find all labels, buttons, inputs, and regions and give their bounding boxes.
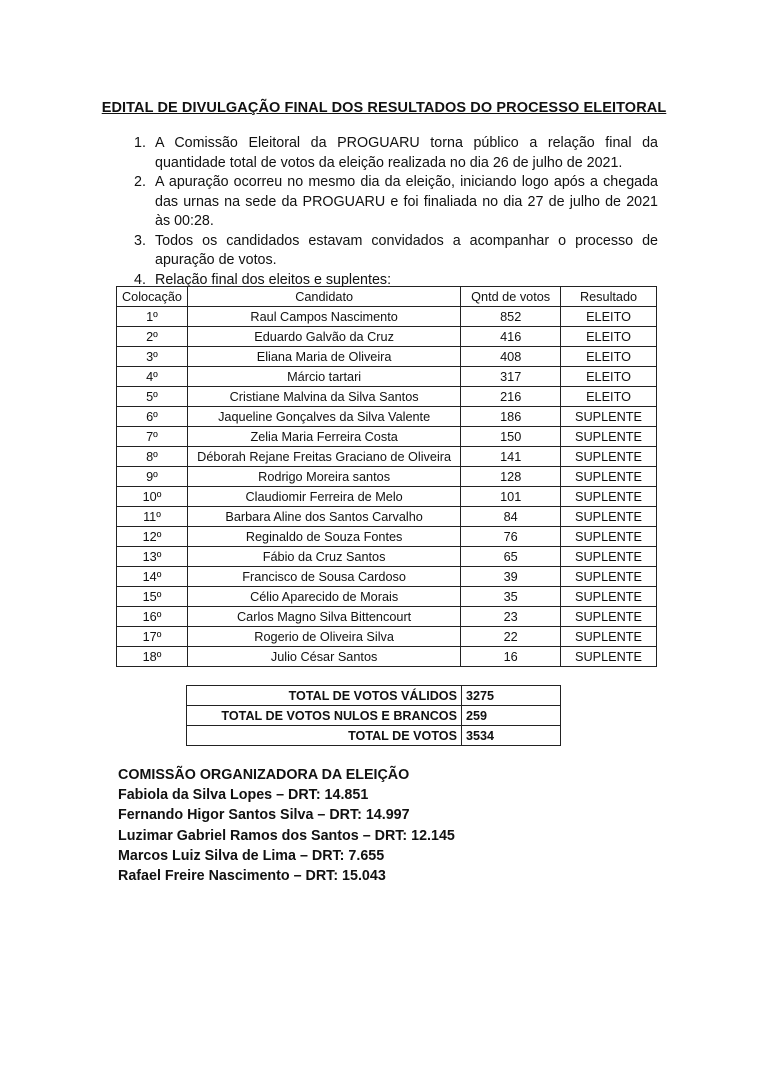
- cell-candidate: Déborah Rejane Freitas Graciano de Oliveira: [187, 447, 460, 467]
- header-votes: Qntd de votos: [461, 287, 561, 307]
- table-row: [117, 427, 657, 447]
- cell-candidate: Rodrigo Moreira santos: [187, 467, 460, 487]
- committee-member: Fabiola da Silva Lopes – DRT: 14.851: [118, 787, 369, 804]
- cell-candidate: Eliana Maria de Oliveira: [187, 347, 460, 367]
- cell-votes: 101: [461, 487, 561, 507]
- totals-value: 3534: [462, 726, 561, 746]
- cell-result: SUPLENTE: [561, 447, 657, 467]
- table-row: [117, 607, 657, 627]
- cell-candidate: Márcio tartari: [187, 367, 460, 387]
- table-row: [117, 447, 657, 467]
- cell-placement: 5º: [117, 387, 188, 407]
- totals-label: TOTAL DE VOTOS: [187, 726, 462, 746]
- list-item: [118, 173, 658, 232]
- cell-result: SUPLENTE: [561, 567, 657, 587]
- cell-votes: 216: [461, 387, 561, 407]
- cell-placement: 4º: [117, 367, 188, 387]
- cell-candidate: Jaqueline Gonçalves da Silva Valente: [187, 407, 460, 427]
- header-result: Resultado: [561, 287, 657, 307]
- table-row: [117, 487, 657, 507]
- cell-candidate: Claudiomir Ferreira de Melo: [187, 487, 460, 507]
- cell-votes: 76: [461, 527, 561, 547]
- list-item-text: Relação final dos eleitos e suplentes:: [155, 271, 392, 288]
- table-row: [117, 547, 657, 567]
- cell-votes: 416: [461, 327, 561, 347]
- cell-votes: 65: [461, 547, 561, 567]
- table-row: [117, 307, 657, 327]
- cell-votes: 35: [461, 587, 561, 607]
- cell-candidate: Carlos Magno Silva Bittencourt: [187, 607, 460, 627]
- cell-result: ELEITO: [561, 307, 657, 327]
- cell-candidate: Eduardo Galvão da Cruz: [187, 327, 460, 347]
- cell-votes: 141: [461, 447, 561, 467]
- cell-placement: 13º: [117, 547, 188, 567]
- cell-candidate: Cristiane Malvina da Silva Santos: [187, 387, 460, 407]
- cell-candidate: Julio César Santos: [187, 647, 460, 667]
- cell-result: SUPLENTE: [561, 607, 657, 627]
- list-item-text: A Comissão Eleitoral da PROGUARU torna público a relação final da quantidade total de votos da eleição realizada no dia 26 de julho de 2021.: [155, 135, 658, 171]
- cell-placement: 17º: [117, 627, 188, 647]
- table-row: [117, 347, 657, 367]
- committee-member: Rafael Freire Nascimento – DRT: 15.043: [118, 868, 386, 885]
- cell-placement: 14º: [117, 567, 188, 587]
- list-item-text: A apuração ocorreu no mesmo dia da eleição, iniciando logo após a chegada das urnas na sede da PROGUARU e foi finaliada no dia 27 de julho de 2021 às 00:28.: [155, 174, 658, 229]
- cell-candidate: Fábio da Cruz Santos: [187, 547, 460, 567]
- cell-result: SUPLENTE: [561, 627, 657, 647]
- table-row: [117, 567, 657, 587]
- list-item: [118, 232, 658, 271]
- cell-votes: 84: [461, 507, 561, 527]
- cell-votes: 128: [461, 467, 561, 487]
- cell-placement: 1º: [117, 307, 188, 327]
- totals-table: [186, 685, 561, 746]
- committee-section: [118, 765, 455, 886]
- cell-placement: 7º: [117, 427, 188, 447]
- table-row: [117, 467, 657, 487]
- list-number: 4.: [134, 271, 146, 288]
- results-table: [116, 286, 657, 667]
- cell-result: ELEITO: [561, 367, 657, 387]
- cell-placement: 15º: [117, 587, 188, 607]
- cell-result: SUPLENTE: [561, 487, 657, 507]
- list-number: 1.: [134, 135, 146, 151]
- cell-votes: 150: [461, 427, 561, 447]
- cell-placement: 11º: [117, 507, 188, 527]
- header-placement: Colocação: [117, 287, 188, 307]
- cell-candidate: Barbara Aline dos Santos Carvalho: [187, 507, 460, 527]
- cell-result: ELEITO: [561, 327, 657, 347]
- cell-result: SUPLENTE: [561, 427, 657, 447]
- cell-votes: 186: [461, 407, 561, 427]
- cell-votes: 317: [461, 367, 561, 387]
- document-title: EDITAL DE DIVULGAÇÃO FINAL DOS RESULTADOS DO PROCESSO ELEITORAL: [101, 100, 667, 116]
- cell-candidate: Raul Campos Nascimento: [187, 307, 460, 327]
- totals-value: 3275: [462, 686, 561, 706]
- table-row: [117, 367, 657, 387]
- table-row: [117, 647, 657, 667]
- cell-votes: 22: [461, 627, 561, 647]
- table-header-row: [117, 287, 657, 307]
- table-row: [117, 587, 657, 607]
- totals-label: TOTAL DE VOTOS VÁLIDOS: [187, 686, 462, 706]
- cell-placement: 2º: [117, 327, 188, 347]
- table-row: [117, 387, 657, 407]
- cell-result: SUPLENTE: [561, 467, 657, 487]
- totals-label: TOTAL DE VOTOS NULOS E BRANCOS: [187, 706, 462, 726]
- cell-candidate: Rogerio de Oliveira Silva: [187, 627, 460, 647]
- cell-placement: 8º: [117, 447, 188, 467]
- cell-candidate: Francisco de Sousa Cardoso: [187, 567, 460, 587]
- list-number: 2.: [134, 174, 146, 190]
- cell-result: ELEITO: [561, 347, 657, 367]
- committee-heading: COMISSÃO ORGANIZADORA DA ELEIÇÃO: [118, 767, 410, 783]
- table-row: [117, 627, 657, 647]
- cell-placement: 18º: [117, 647, 188, 667]
- cell-votes: 23: [461, 607, 561, 627]
- totals-row: [187, 686, 561, 706]
- cell-result: SUPLENTE: [561, 587, 657, 607]
- cell-placement: 16º: [117, 607, 188, 627]
- list-item: [118, 134, 658, 173]
- table-row: [117, 527, 657, 547]
- cell-result: SUPLENTE: [561, 647, 657, 667]
- cell-votes: 39: [461, 567, 561, 587]
- cell-votes: 408: [461, 347, 561, 367]
- cell-candidate: Célio Aparecido de Morais: [187, 587, 460, 607]
- cell-placement: 10º: [117, 487, 188, 507]
- cell-votes: 852: [461, 307, 561, 327]
- cell-result: SUPLENTE: [561, 527, 657, 547]
- cell-placement: 12º: [117, 527, 188, 547]
- cell-placement: 9º: [117, 467, 188, 487]
- totals-row: [187, 706, 561, 726]
- cell-result: SUPLENTE: [561, 507, 657, 527]
- table-row: [117, 327, 657, 347]
- cell-candidate: Zelia Maria Ferreira Costa: [187, 427, 460, 447]
- cell-result: ELEITO: [561, 387, 657, 407]
- cell-placement: 3º: [117, 347, 188, 367]
- committee-member: Marcos Luiz Silva de Lima – DRT: 7.655: [118, 847, 385, 864]
- totals-value: 259: [462, 706, 561, 726]
- results-table-body: [117, 307, 657, 667]
- numbered-list: [118, 134, 658, 290]
- table-row: [117, 407, 657, 427]
- totals-row: [187, 726, 561, 746]
- cell-result: SUPLENTE: [561, 547, 657, 567]
- committee-member: Luzimar Gabriel Ramos dos Santos – DRT: 12.145: [118, 827, 455, 844]
- list-item-text: Todos os candidados estavam convidados a acompanhar o processo de apuração de votos.: [155, 232, 658, 268]
- cell-placement: 6º: [117, 407, 188, 427]
- cell-result: SUPLENTE: [561, 407, 657, 427]
- table-row: [117, 507, 657, 527]
- list-number: 3.: [134, 232, 146, 249]
- cell-candidate: Reginaldo de Souza Fontes: [187, 527, 460, 547]
- cell-votes: 16: [461, 647, 561, 667]
- committee-member: Fernando Higor Santos Silva – DRT: 14.997: [118, 807, 410, 824]
- header-candidate: Candidato: [187, 287, 460, 307]
